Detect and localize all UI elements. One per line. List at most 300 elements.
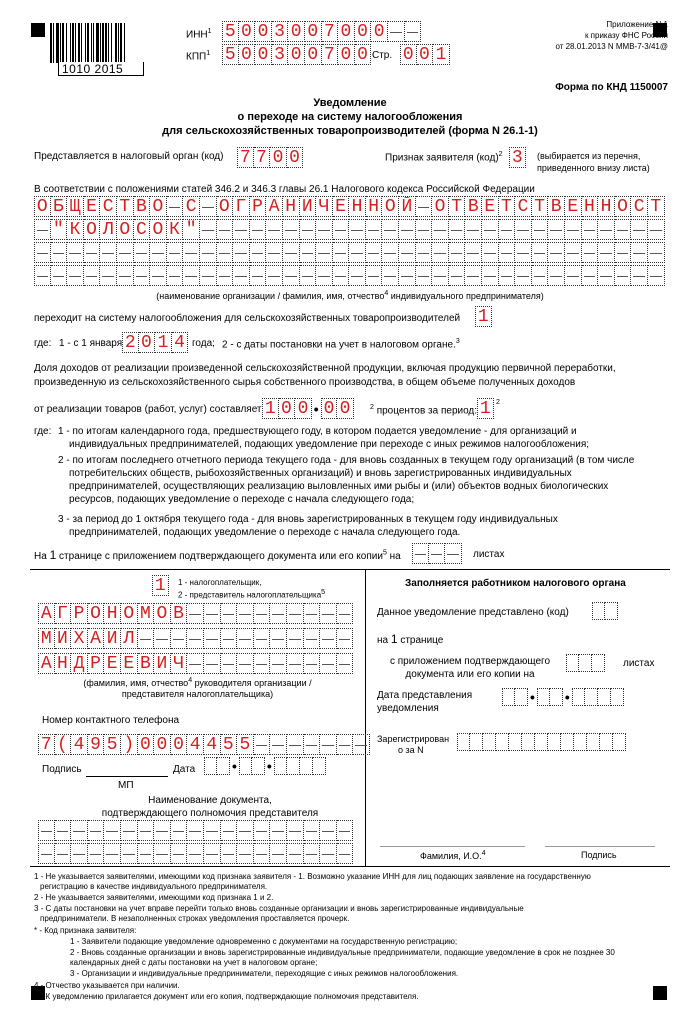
comb-cell — [204, 820, 221, 841]
comb-cell: 1 — [475, 306, 492, 327]
org-name-row4[interactable] — [34, 265, 665, 286]
comb-cell: " — [183, 219, 200, 240]
comb-cell — [287, 820, 304, 841]
comb-cell — [217, 242, 234, 263]
comb-cell — [237, 843, 254, 864]
comb-cell — [221, 603, 238, 624]
comb-cell — [117, 265, 134, 286]
comb-cell: 7 — [38, 734, 55, 755]
comb-cell — [221, 820, 238, 841]
comb-cell: 0 — [255, 44, 272, 65]
comb-cell — [416, 265, 433, 286]
comb-cell — [233, 219, 250, 240]
corner-mark-top-left — [31, 23, 45, 37]
comb-cell — [333, 242, 350, 263]
comb-cell: 4 — [187, 734, 204, 755]
comb-cell — [631, 219, 648, 240]
org-name-caption: (наименование организации / фамилия, имя, отчество$^4$ индивидуального предпринимателя) — [156, 290, 544, 301]
corner-mark-bottom-right — [653, 986, 667, 1000]
registration-number-field[interactable] — [457, 733, 626, 751]
comb-cell: С — [515, 196, 532, 217]
comb-cell: 5 — [237, 734, 254, 755]
comb-cell: 0 — [338, 21, 355, 42]
comb-cell — [598, 242, 615, 263]
title-line3: для сельскохозяйственных товаропроизводителей (форма N 26.1-1) — [162, 125, 538, 137]
comb-cell — [648, 242, 665, 263]
comb-cell: Д — [71, 653, 88, 674]
comb-cell — [71, 820, 88, 841]
comb-cell — [532, 265, 549, 286]
comb-cell — [399, 219, 416, 240]
comb-cell — [117, 242, 134, 263]
comb-cell — [204, 653, 221, 674]
comb-cell — [217, 219, 234, 240]
comb-cell — [333, 265, 350, 286]
comb-cell: 0 — [154, 734, 171, 755]
date-label: Дата — [173, 764, 196, 775]
comb-cell: 0 — [305, 21, 322, 42]
comb-cell — [482, 242, 499, 263]
period-opt2-line1: 2 - по итогам последнего отчетного периода текущего года - для вновь созданных в текущем году организаций (в том числе — [58, 455, 635, 466]
comb-cell: О — [382, 196, 399, 217]
comb-cell — [254, 653, 271, 674]
comb-cell: Щ — [67, 196, 84, 217]
tax-authority-label: Представляется в налоговый орган (код) — [34, 151, 224, 162]
comb-cell: О — [150, 196, 167, 217]
office-copy-label1: с приложением подтверждающего — [389, 656, 551, 667]
comb-cell: 3 — [272, 21, 289, 42]
comb-cell — [499, 219, 516, 240]
signature-date-field[interactable]: • • — [204, 757, 326, 775]
footnote-2: 2 - Не указывается заявителями, имеющими код признака 1 и 2. — [34, 893, 274, 902]
transition-year[interactable] — [122, 332, 188, 353]
comb-cell: С — [134, 219, 151, 240]
comb-cell — [167, 265, 184, 286]
comb-cell: 7 — [322, 44, 339, 65]
comb-cell — [200, 196, 217, 217]
comb-cell — [134, 242, 151, 263]
comb-cell: 0 — [287, 147, 304, 168]
comb-cell — [399, 265, 416, 286]
comb-cell — [615, 242, 632, 263]
comb-cell — [631, 265, 648, 286]
comb-cell — [316, 265, 333, 286]
comb-cell: Е — [565, 196, 582, 217]
comb-cell — [38, 820, 55, 841]
comb-cell — [615, 219, 632, 240]
kpp-field[interactable] — [222, 44, 371, 65]
comb-cell: 0 — [255, 21, 272, 42]
comb-cell: 5 — [222, 44, 239, 65]
comb-cell: 0 — [295, 398, 312, 419]
comb-cell — [221, 653, 238, 674]
comb-cell: Е — [482, 196, 499, 217]
comb-cell — [449, 242, 466, 263]
org-name-row1[interactable] — [34, 196, 665, 217]
comb-cell — [482, 265, 499, 286]
transition-opt1: 1 - с 1 января — [59, 338, 123, 349]
comb-cell — [333, 219, 350, 240]
comb-cell — [84, 265, 101, 286]
comb-cell — [270, 734, 287, 755]
comb-cell — [237, 603, 254, 624]
appendix-line3: от 28.01.2013 N ММВ-7-3/41@ — [555, 42, 668, 51]
comb-cell: 1 — [155, 332, 172, 353]
comb-cell — [429, 543, 446, 564]
comb-cell: Г — [55, 603, 72, 624]
income-share-field[interactable]: 1 0 0 • 0 0 — [262, 398, 354, 419]
comb-cell — [104, 820, 121, 841]
comb-cell — [233, 242, 250, 263]
page-field[interactable] — [400, 44, 450, 65]
comb-cell: И — [104, 628, 121, 649]
income-period-field[interactable] — [477, 398, 494, 419]
comb-cell — [320, 603, 337, 624]
comb-cell — [416, 242, 433, 263]
comb-cell: Н — [283, 196, 300, 217]
comb-cell — [104, 843, 121, 864]
comb-cell — [221, 628, 238, 649]
income-line3: от реализации товаров (работ, услуг) составляет — [34, 404, 262, 415]
comb-cell — [233, 265, 250, 286]
comb-cell — [300, 219, 317, 240]
comb-cell — [270, 628, 287, 649]
pages-end: листах — [473, 549, 505, 560]
comb-cell: Т — [499, 196, 516, 217]
comb-cell: А — [266, 196, 283, 217]
footnote-star: * - Код признака заявителя: — [34, 926, 137, 935]
comb-cell: О — [615, 196, 632, 217]
comb-cell — [582, 242, 599, 263]
comb-cell: Т — [648, 196, 665, 217]
office-fio-label: Фамилия, И.О.$^4$ — [420, 850, 486, 861]
comb-cell — [34, 242, 51, 263]
office-sign-line — [545, 846, 655, 847]
comb-cell: А — [38, 653, 55, 674]
footnote-star-2: 2 - Вновь созданные организации и вновь зарегистрированные индивидуальные предприниматели, подающие уведомление в срок не позднее 30 — [70, 948, 615, 957]
comb-cell — [349, 242, 366, 263]
office-copy-end: листах — [623, 658, 655, 669]
comb-cell: 5 — [104, 734, 121, 755]
comb-cell: 1 — [152, 575, 169, 596]
comb-cell — [254, 734, 271, 755]
signature-line — [86, 776, 168, 777]
comb-cell — [100, 265, 117, 286]
pages-count-field[interactable] — [412, 543, 462, 564]
comb-cell — [221, 843, 238, 864]
comb-cell: Н — [104, 603, 121, 624]
comb-cell — [382, 242, 399, 263]
tax-authority-code[interactable] — [237, 147, 303, 168]
comb-cell — [100, 242, 117, 263]
comb-cell — [38, 843, 55, 864]
comb-cell: Н — [598, 196, 615, 217]
comb-cell — [337, 820, 354, 841]
comb-cell — [300, 265, 317, 286]
comb-cell — [204, 843, 221, 864]
org-name-row3[interactable] — [34, 242, 665, 263]
footnote-star-2b: календарных дней с даты постановки на учет в налоговом органе; — [70, 958, 318, 967]
comb-cell — [55, 820, 72, 841]
barcode — [50, 23, 146, 63]
comb-cell: 4 — [71, 734, 88, 755]
comb-cell: 7 — [254, 147, 271, 168]
period-opt3-line2: предпринимателей, подающих уведомление о переходе с начала следующего года. — [69, 527, 461, 538]
comb-cell — [67, 265, 84, 286]
section-divider-vertical — [365, 569, 366, 866]
comb-cell — [388, 21, 405, 42]
inn-field[interactable] — [222, 21, 421, 42]
comb-cell: В — [465, 196, 482, 217]
comb-cell — [304, 653, 321, 674]
comb-cell — [183, 242, 200, 263]
comb-cell: 3 — [509, 147, 526, 168]
comb-cell — [121, 820, 138, 841]
comb-cell: М — [38, 628, 55, 649]
comb-cell — [266, 219, 283, 240]
comb-cell — [200, 242, 217, 263]
comb-cell — [320, 628, 337, 649]
comb-cell — [465, 219, 482, 240]
comb-cell — [204, 603, 221, 624]
comb-cell — [237, 820, 254, 841]
comb-cell: О — [150, 219, 167, 240]
representative-opt2: 2 - представитель налогоплательщика$^5$ — [178, 589, 326, 600]
comb-cell: И — [300, 196, 317, 217]
comb-cell — [337, 734, 354, 755]
comb-cell — [349, 265, 366, 286]
representative-opt1: 1 - налогоплательщик, — [178, 578, 262, 587]
comb-cell: ) — [121, 734, 138, 755]
comb-cell: Н — [349, 196, 366, 217]
comb-cell — [150, 265, 167, 286]
surname-field[interactable] — [38, 603, 353, 624]
comb-cell — [187, 820, 204, 841]
comb-cell — [167, 242, 184, 263]
comb-cell — [154, 628, 171, 649]
comb-cell — [416, 219, 433, 240]
comb-cell — [598, 219, 615, 240]
title-line1: Уведомление — [313, 97, 387, 109]
comb-cell — [449, 219, 466, 240]
comb-cell — [465, 265, 482, 286]
comb-cell: И — [154, 653, 171, 674]
phone-field[interactable] — [38, 734, 370, 755]
doc-name-row1[interactable] — [38, 820, 353, 841]
applicant-sign-note2: приведенного внизу листа) — [537, 163, 650, 173]
comb-cell — [320, 653, 337, 674]
comb-cell — [366, 265, 383, 286]
office-sign-label: Подпись — [581, 850, 617, 860]
registered-label1: Зарегистрирован — [377, 734, 450, 744]
footnote-3: 3 - С даты постановки на учет вправе перейти только вновь созданные организации и вновь зарегистрированные индивидуальные — [34, 904, 524, 913]
pages-text: На 1 странице с приложением подтверждающего документа или его копии$^5$ на — [34, 548, 401, 562]
comb-cell — [283, 242, 300, 263]
comb-cell: 0 — [270, 147, 287, 168]
comb-cell — [582, 265, 599, 286]
comb-cell — [532, 242, 549, 263]
comb-cell — [337, 843, 354, 864]
period-opt2-line2: потребительских обществ, рыбохозяйственных организаций) и вновь зарегистрированных индивидуальных — [69, 468, 572, 479]
comb-cell — [287, 603, 304, 624]
comb-cell: 0 — [288, 44, 305, 65]
comb-cell — [34, 219, 51, 240]
comb-cell — [270, 653, 287, 674]
registered-label2: о за N — [398, 745, 424, 755]
comb-cell — [405, 21, 422, 42]
comb-cell — [171, 628, 188, 649]
comb-cell — [548, 265, 565, 286]
comb-cell: О — [84, 219, 101, 240]
comb-cell: А — [88, 628, 105, 649]
comb-cell: 7 — [237, 147, 254, 168]
appendix-line2: к приказу ФНС России — [584, 31, 668, 40]
comb-cell — [187, 603, 204, 624]
applicant-sign-field[interactable] — [509, 147, 526, 168]
comb-cell: Х — [71, 628, 88, 649]
income-where: где: — [34, 426, 52, 437]
comb-cell — [548, 242, 565, 263]
office-copy-field[interactable] — [566, 654, 605, 672]
patronymic-field[interactable] — [38, 653, 353, 674]
comb-cell — [304, 603, 321, 624]
transition-opt2: 2 - с даты постановки на учет в налоговом органе.$^3$ — [222, 338, 460, 351]
comb-cell: Ч — [316, 196, 333, 217]
comb-cell — [615, 265, 632, 286]
period-opt2-line4: ресурсов, подающих уведомление о переходе с начала следующего года; — [69, 494, 415, 505]
firstname-field[interactable] — [38, 628, 353, 649]
comb-cell: В — [134, 196, 151, 217]
comb-cell — [121, 843, 138, 864]
comb-cell: Т — [117, 196, 134, 217]
comb-cell — [254, 628, 271, 649]
comb-cell — [349, 219, 366, 240]
comb-cell: Л — [121, 628, 138, 649]
period-opt2-line3: предпринимателей, осуществляющих реализацию выловленных ими рыбы и (или) объектов водных биологических — [69, 481, 609, 492]
comb-cell: 4 — [172, 332, 189, 353]
comb-cell — [138, 820, 155, 841]
comb-cell — [631, 242, 648, 263]
comb-cell — [51, 265, 68, 286]
comb-cell — [366, 242, 383, 263]
comb-cell — [515, 265, 532, 286]
submitted-code-field[interactable] — [592, 602, 618, 620]
comb-cell — [532, 219, 549, 240]
comb-cell — [254, 603, 271, 624]
comb-cell — [154, 843, 171, 864]
comb-cell: 2 — [122, 332, 139, 353]
comb-cell — [304, 820, 321, 841]
office-date-field[interactable]: • • — [502, 688, 624, 706]
comb-cell — [304, 628, 321, 649]
comb-cell — [304, 843, 321, 864]
comb-cell — [254, 843, 271, 864]
comb-cell — [499, 242, 516, 263]
comb-cell: " — [51, 219, 68, 240]
comb-cell: О — [117, 219, 134, 240]
stamp-label: МП — [118, 780, 134, 791]
footnote-1b: регистрацию в качестве индивидуального предпринимателя. — [40, 882, 268, 891]
comb-cell — [565, 219, 582, 240]
section-divider-top — [30, 569, 670, 570]
comb-cell: 0 — [321, 398, 338, 419]
comb-cell — [270, 843, 287, 864]
comb-cell: 3 — [272, 44, 289, 65]
comb-cell: Й — [399, 196, 416, 217]
comb-cell — [432, 242, 449, 263]
comb-cell: 0 — [288, 21, 305, 42]
title-line2: о переходе на систему налогообложения — [237, 111, 463, 123]
comb-cell — [287, 843, 304, 864]
comb-cell: О — [432, 196, 449, 217]
comb-cell — [171, 843, 188, 864]
comb-cell — [482, 219, 499, 240]
doc-name-row2[interactable] — [38, 843, 353, 864]
comb-cell: Р — [250, 196, 267, 217]
comb-cell — [565, 242, 582, 263]
transition-field[interactable] — [475, 306, 492, 327]
comb-cell — [250, 219, 267, 240]
comb-cell: 0 — [139, 332, 156, 353]
comb-cell: 5 — [222, 21, 239, 42]
period-opt1-line2: индивидуальных предпринимателей, подающих уведомление при переходе с иных режимов налогообложения; — [69, 439, 590, 450]
comb-cell: 0 — [355, 21, 372, 42]
page-label: Стр. — [372, 50, 393, 61]
transition-opt1-end: года; — [192, 338, 215, 349]
period-opt3-line1: 3 - за период до 1 октября текущего года - для вновь зарегистрированных в текущем году индивидуальных — [58, 514, 558, 525]
comb-cell: 0 — [171, 734, 188, 755]
comb-cell — [515, 219, 532, 240]
comb-cell — [266, 265, 283, 286]
comb-cell — [287, 628, 304, 649]
comb-cell — [399, 242, 416, 263]
comb-cell: Г — [233, 196, 250, 217]
comb-cell: О — [154, 603, 171, 624]
comb-cell: Н — [55, 653, 72, 674]
comb-cell: Н — [582, 196, 599, 217]
comb-cell: Р — [71, 603, 88, 624]
kpp-label: КПП$^1$ — [186, 50, 211, 63]
comb-cell — [187, 843, 204, 864]
comb-cell — [648, 265, 665, 286]
comb-cell — [34, 265, 51, 286]
comb-cell — [138, 843, 155, 864]
comb-cell — [88, 843, 105, 864]
comb-cell — [499, 265, 516, 286]
comb-cell — [55, 843, 72, 864]
comb-cell: С — [100, 196, 117, 217]
name-caption1: (фамилия, имя, отчество$^4$ руководителя организации / — [83, 677, 312, 688]
footnote-3b: предприниматели. В незаполненных строках уведомления проставляется прочерк. — [40, 914, 350, 923]
footnote-star-1: 1 - Заявители подающие уведомление одновременно с документами на государственную регистрацию; — [70, 937, 458, 946]
comb-cell: 5 — [221, 734, 238, 755]
comb-cell: Т — [532, 196, 549, 217]
income-line1: Доля доходов от реализации произведенной сельскохозяйственной продукции, включая продукцию первичной переработки, — [34, 363, 616, 374]
office-date-label2: уведомления — [377, 703, 439, 714]
comb-cell — [316, 242, 333, 263]
transition-where: где: — [34, 338, 52, 349]
comb-cell — [138, 628, 155, 649]
comb-cell — [200, 265, 217, 286]
comb-cell — [250, 265, 267, 286]
representative-field[interactable] — [152, 575, 169, 596]
appendix-line1: Приложение N 1 — [606, 20, 668, 29]
comb-cell: М — [138, 603, 155, 624]
name-caption2: представителя налогоплательщика) — [121, 689, 274, 699]
comb-cell: О — [121, 603, 138, 624]
org-name-row2[interactable] — [34, 219, 665, 240]
footnote-4: 4 - Отчество указывается при наличии. — [34, 981, 180, 990]
